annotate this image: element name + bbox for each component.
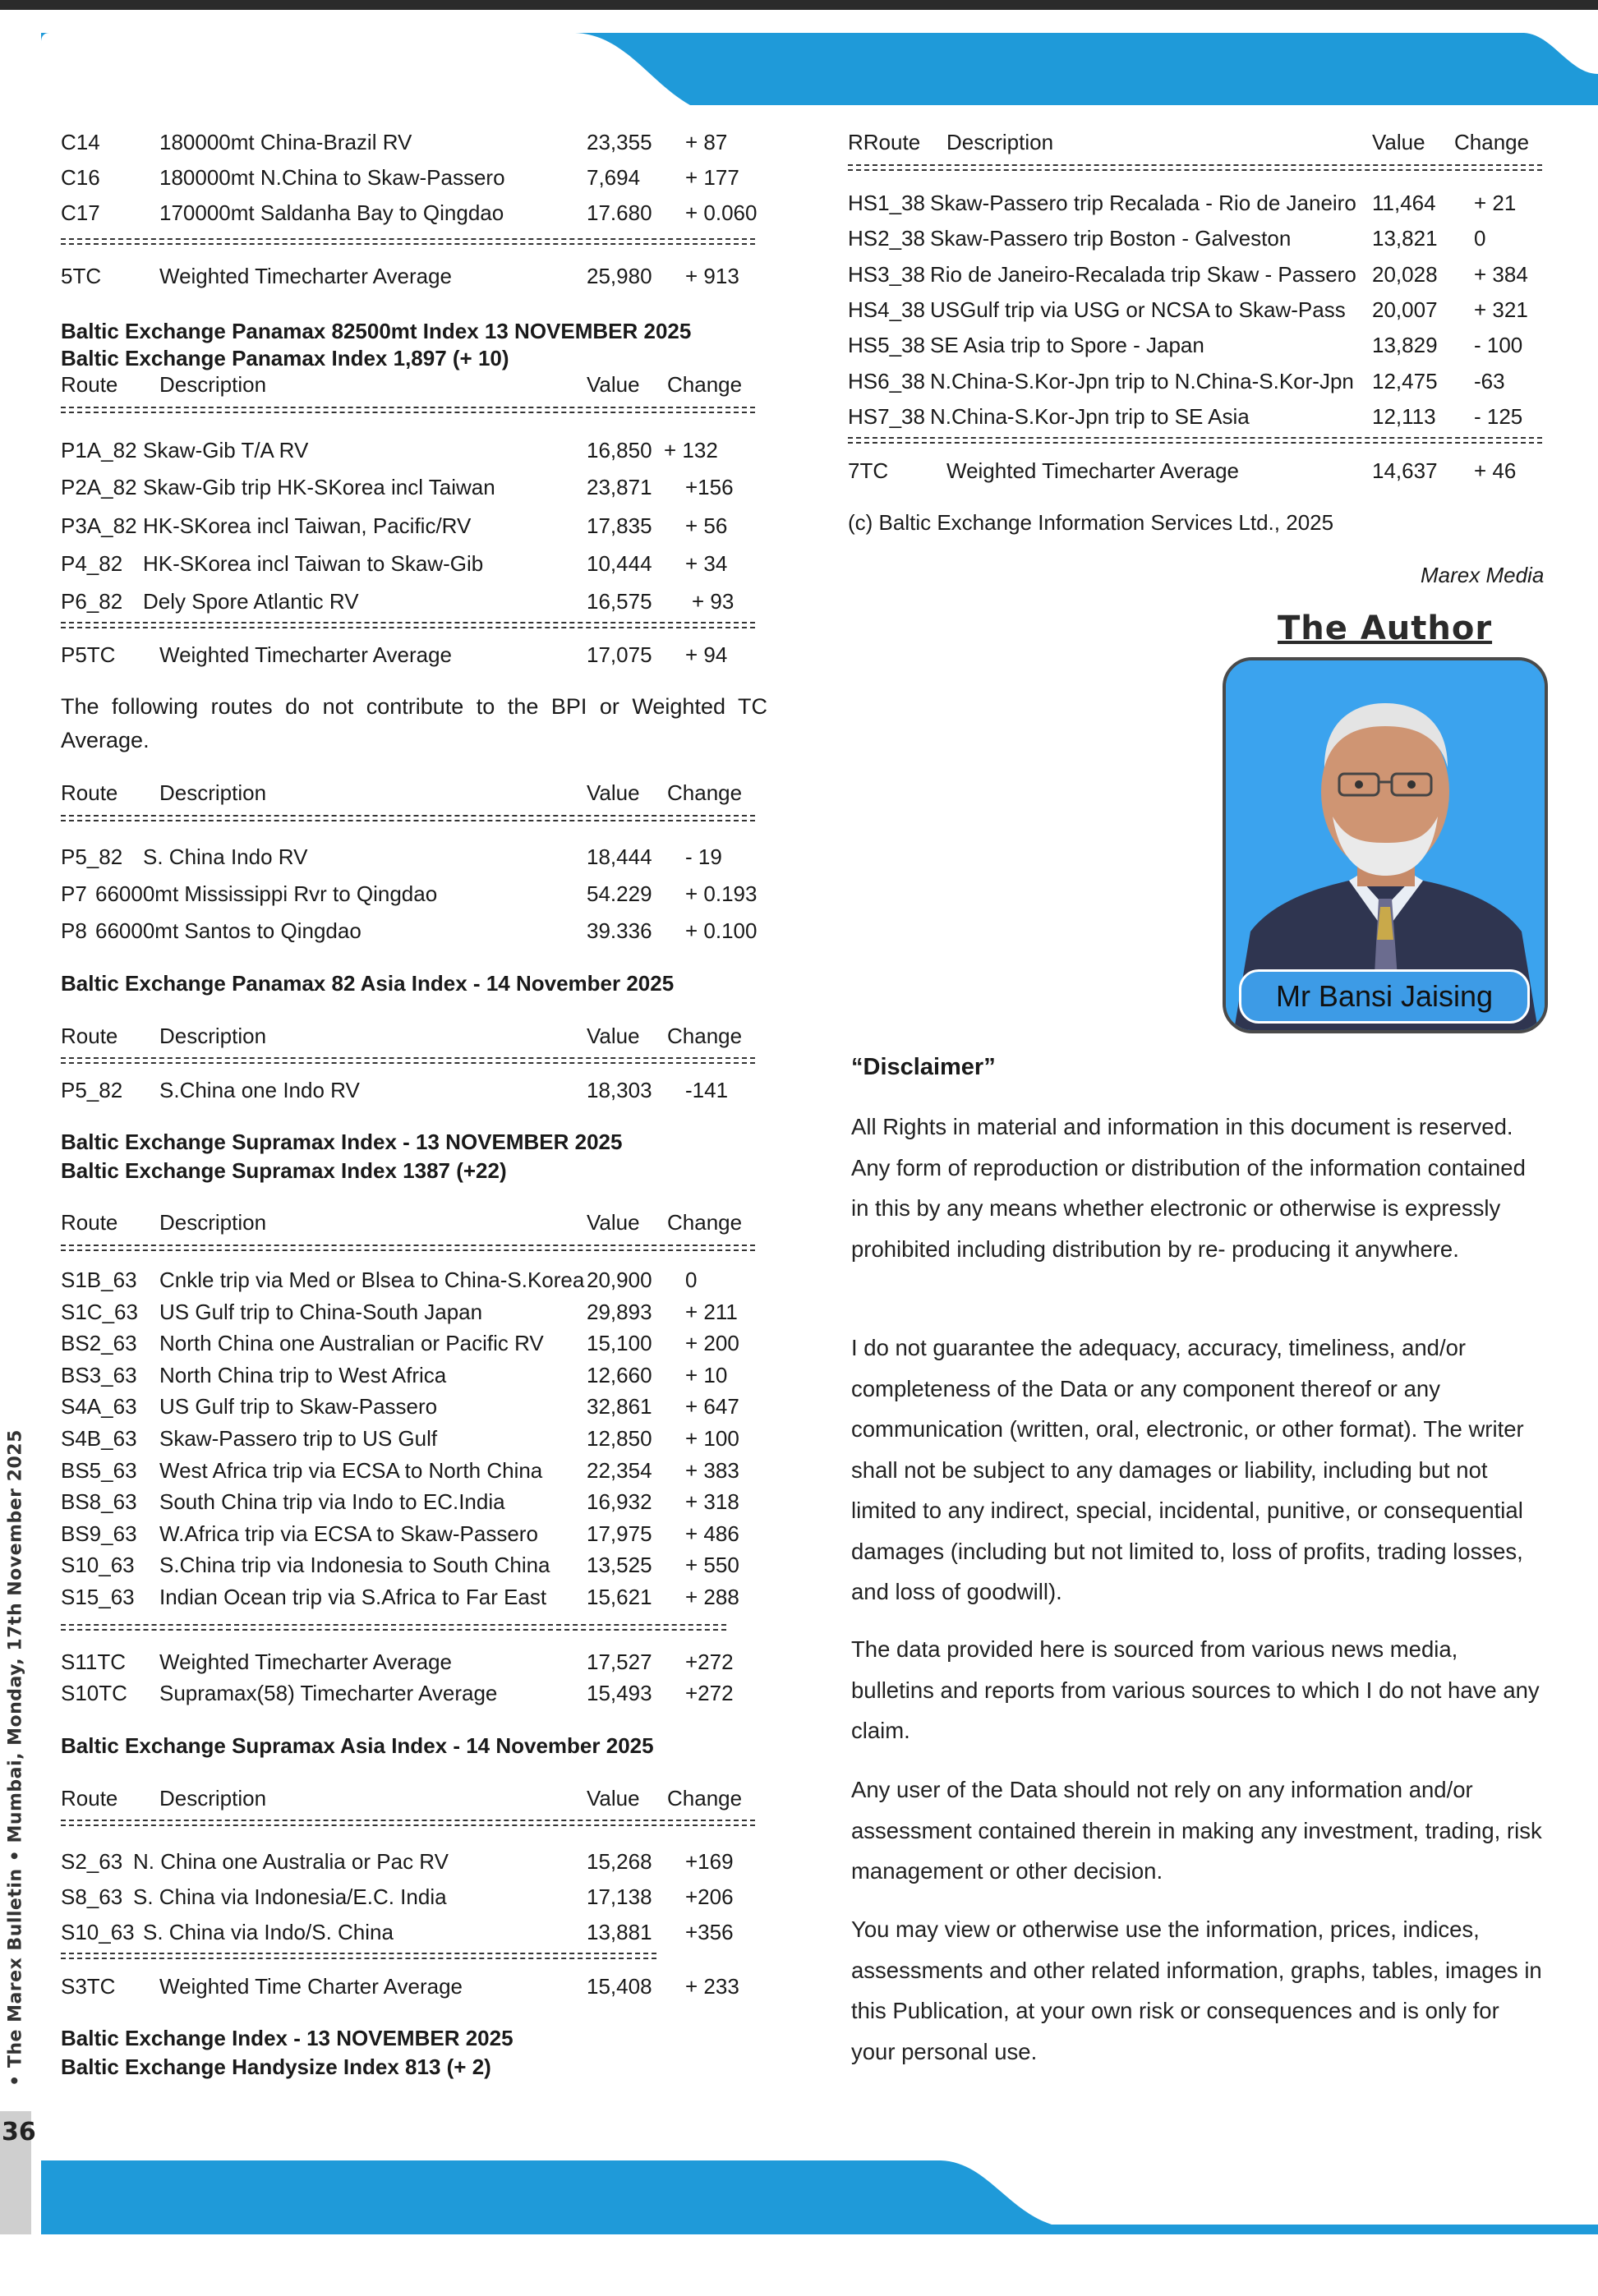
route-desc: Weighted Timecharter Average [159,264,453,288]
route-desc: Skaw-Passero trip Recalada - Rio de Janeiro [930,191,1356,215]
section-title: Baltic Exchange Index - 13 NOVEMBER 2025 [61,2026,513,2050]
route-code: HS2_38 [848,226,925,251]
route-value: 23,355 [587,130,652,154]
route-code: S1B_63 [61,1268,137,1292]
route-change: 0 [1474,226,1486,251]
credit-text: Marex Media [1421,563,1545,587]
route-change: +272 [685,1681,734,1705]
col-desc: Description [159,372,267,397]
col-value: Value [587,1024,640,1048]
route-value: 15,621 [587,1585,652,1609]
route-desc: Rio de Janeiro-Recalada trip Skaw - Passero [930,261,1356,287]
route-code: P7 [61,881,87,906]
route-change: + 200 [685,1331,739,1356]
route-code: S1C_63 [61,1299,138,1324]
route-value: 15,493 [587,1681,652,1705]
author-photo-frame [1223,657,1548,1033]
route-value: 16,575 [587,589,652,614]
route-desc: Skaw-Passero trip to US Gulf [159,1426,438,1451]
route-desc: Skaw-Gib trip HK-SKorea incl Taiwan [143,475,495,499]
section-title: Baltic Exchange Supramax Index - 13 NOVEMBER 2025 [61,1130,623,1154]
route-desc: 180000mt N.China to Skaw-Passero [159,165,505,190]
route-desc: HK-SKorea incl Taiwan, Pacific/RV [143,513,472,538]
route-code: BS5_63 [61,1457,137,1483]
route-change: 0 [685,1268,698,1292]
disclaimer-paragraph: You may view or otherwise use the information, prices, indices, assessments and other related information, graphs, tables, images in this Publication, at your own risk or consequences and is only for your personal use. [851,1916,1542,2064]
route-change: - 19 [685,844,722,869]
route-value: 20,028 [1372,261,1438,287]
route-desc: S. China via Indonesia/E.C. India [133,1884,447,1909]
section-subtitle: Baltic Exchange Supramax Index 1387 (+22) [61,1158,507,1183]
separator [61,1057,755,1064]
route-desc: North China trip to West Africa [159,1362,447,1387]
route-desc: Weighted Timecharter Average [946,458,1240,483]
route-code: C16 [61,165,100,190]
col-route: Route [61,780,118,805]
route-code: P2A_82 [61,475,137,499]
route-code: P4_82 [61,551,123,576]
route-change: + 87 [685,130,728,154]
route-value: 15,408 [587,1974,652,1999]
col-change: Change [667,1210,743,1235]
route-change: - 125 [1474,403,1523,429]
route-desc: North China one Australian or Pacific RV [159,1331,544,1356]
route-value: 16,850 [587,438,652,462]
route-change: + 34 [685,551,728,576]
col-change: Change [1454,130,1530,154]
route-code: S11TC [61,1650,126,1674]
route-code: P5_82 [61,1078,123,1102]
route-code: P3A_82 [61,513,137,538]
route-change: +156 [685,475,734,499]
route-desc: 170000mt Saldanha Bay to Qingdao [159,200,504,225]
route-value: 11,464 [1372,191,1436,215]
route-value: 39.336 [587,918,652,943]
section-subtitle: Baltic Exchange Panamax Index 1,897 (+ 10) [61,346,509,370]
disclaimer-title: “Disclaimer” [851,1054,996,1080]
route-code: S3TC [61,1974,116,1999]
col-desc: Description [159,780,267,805]
route-code: S4A_63 [61,1394,137,1419]
section-title: Baltic Exchange Supramax Asia Index - 14 November 2025 [61,1733,654,1758]
route-code: S10_63 [61,1553,135,1578]
route-value: 17,075 [587,642,652,667]
col-value: Value [587,372,640,397]
col-route: Route [61,1210,118,1235]
route-value: 15,100 [587,1331,652,1356]
disclaimer-paragraph: All Rights in material and information in this document is reserved. Any form of reproduction or distribution of the information contained in this by any means whether electronic or otherwise is expressly prohibited including distribution by re- producing it anywhere. [851,1114,1526,1262]
separator [848,164,1542,171]
route-code: BS2_63 [61,1331,137,1356]
route-change: -141 [685,1078,729,1102]
route-value: 22,354 [587,1457,652,1483]
route-code: BS9_63 [61,1521,137,1546]
separator [61,1820,755,1826]
separator [61,1953,656,1959]
route-desc: SE Asia trip to Spore - Japan [930,333,1204,358]
route-desc: 180000mt China-Brazil RV [159,130,412,154]
route-value: 14,637 [1372,458,1438,483]
separator [61,622,755,628]
route-desc: US Gulf trip to China-South Japan [159,1299,483,1324]
col-desc: Description [159,1786,267,1811]
route-change: + 0.100 [685,918,758,943]
col-change: Change [667,372,743,397]
route-change: +272 [685,1650,734,1674]
route-value: 29,893 [587,1299,652,1324]
col-value: Value [587,780,640,805]
route-value: 54.229 [587,881,652,906]
col-route: RRoute [848,130,921,154]
route-value: 18,444 [587,844,652,869]
section-title: Baltic Exchange Panamax 82500mt Index 13 NOVEMBER 2025 [61,319,692,343]
separator [61,1624,726,1631]
route-value: 13,525 [587,1553,652,1578]
route-desc: S. China Indo RV [143,844,308,869]
author-heading: The Author [1278,610,1493,647]
route-code: 7TC [848,458,889,483]
route-change: + 93 [692,589,735,614]
route-change: + 56 [685,513,728,538]
route-change: + 177 [685,165,739,190]
separator [61,238,755,245]
route-change: - 100 [1474,333,1523,358]
route-change: + 233 [685,1974,739,1999]
route-value: 25,980 [587,264,652,288]
route-change: + 550 [685,1553,739,1578]
route-change: + 211 [685,1299,738,1324]
route-code: P8 [61,918,87,943]
page-sidebar [0,1429,36,2234]
route-change: +356 [685,1920,734,1944]
route-value: 17,835 [587,513,652,538]
route-code: P1A_82 [61,438,137,462]
section-title: Baltic Exchange Panamax 82 Asia Index - 14 November 2025 [61,971,675,996]
route-value: 12,660 [587,1362,652,1387]
route-value: 12,475 [1372,368,1438,393]
route-code: HS6_38 [848,368,925,393]
route-value: 13,881 [587,1920,652,1944]
col-route: Route [61,1786,118,1811]
route-desc: N. China one Australia or Pac RV [133,1849,449,1874]
route-change: + 383 [685,1457,739,1483]
route-desc: S.China trip via Indonesia to South China [159,1553,550,1578]
route-value: 10,444 [587,551,652,576]
route-desc: N.China-S.Kor-Jpn trip to SE Asia [930,403,1250,429]
route-value: 17,527 [587,1650,652,1674]
route-value: 15,268 [587,1849,652,1874]
route-change: +206 [685,1884,734,1909]
col-desc: Description [946,130,1054,154]
route-desc: Supramax(58) Timecharter Average [159,1681,498,1705]
route-desc: S. China via Indo/S. China [143,1920,394,1944]
route-change: + 913 [685,264,739,288]
route-change: + 647 [685,1394,739,1419]
route-change: + 288 [685,1585,739,1609]
col-route: Route [61,1024,118,1048]
route-desc: Cnkle trip via Med or Blsea to China-S.Korea [159,1268,585,1292]
page-number: 36 [2,2118,36,2146]
route-code: S8_63 [61,1884,123,1909]
route-value: 20,900 [587,1268,652,1292]
route-value: 23,871 [587,475,652,499]
route-value: 12,113 [1372,403,1436,429]
route-change: + 10 [685,1362,728,1387]
route-change: + 0.060 [685,200,758,225]
route-desc: Skaw-Gib T/A RV [143,438,309,462]
col-change: Change [667,780,743,805]
route-desc: S.China one Indo RV [159,1078,360,1102]
col-route: Route [61,372,118,397]
route-code: 5TC [61,264,102,288]
page-number-box [0,2111,36,2234]
route-change: + 321 [1474,297,1528,322]
route-desc: South China trip via Indo to EC.India [159,1489,505,1515]
route-code: HS4_38 [848,297,925,322]
route-value: 17,975 [587,1521,652,1546]
route-desc: 66000mt Santos to Qingdao [95,918,362,943]
route-desc: Weighted Timecharter Average [159,642,453,667]
route-code: C17 [61,200,100,225]
route-change: + 94 [685,642,728,667]
route-code: C14 [61,130,100,154]
route-value: 17.680 [587,200,652,225]
disclaimer-paragraph: The data provided here is sourced from various news media, bulletins and reports from various sources to which I do not have any claim. [851,1636,1540,1743]
route-change: + 132 [664,438,718,462]
route-change: + 384 [1474,261,1528,287]
route-code: HS5_38 [848,333,925,358]
route-desc: USGulf trip via USG or NCSA to Skaw-Pass [930,297,1346,322]
section-subtitle: Baltic Exchange Handysize Index 813 (+ 2) [61,2054,491,2079]
route-desc: Dely Spore Atlantic RV [143,589,359,614]
route-code: BS3_63 [61,1362,137,1387]
col-value: Value [587,1210,640,1235]
route-desc: Indian Ocean trip via S.Africa to Far East [159,1585,547,1609]
route-code: P5_82 [61,844,123,869]
col-desc: Description [159,1024,267,1048]
route-value: 20,007 [1372,297,1438,322]
route-code: HS7_38 [848,403,925,429]
route-desc: N.China-S.Kor-Jpn trip to N.China-S.Kor-Jpn [930,368,1354,393]
col-value: Value [1372,130,1425,154]
footer-wave [0,2152,1598,2234]
route-change: + 486 [685,1521,739,1546]
route-desc: W.Africa trip via ECSA to Skaw-Passero [159,1521,538,1546]
route-change: + 0.193 [685,881,758,906]
copyright-text: (c) Baltic Exchange Information Services Ltd., 2025 [848,510,1334,535]
route-change: + 21 [1474,191,1517,215]
route-value: 18,303 [587,1078,652,1102]
route-code: HS3_38 [848,261,925,287]
route-value: 17,138 [587,1884,652,1909]
route-code: BS8_63 [61,1489,137,1515]
route-change: +169 [685,1849,734,1874]
route-desc: Weighted Time Charter Average [159,1974,463,1999]
route-change: + 100 [685,1426,739,1451]
route-desc: HK-SKorea incl Taiwan to Skaw-Gib [143,551,484,576]
route-desc: Weighted Timecharter Average [159,1650,453,1674]
separator [61,1245,755,1251]
col-value: Value [587,1786,640,1811]
note-text: The following routes do not contribute to the BPI or Weighted TC Average. [61,694,767,752]
route-value: 13,821 [1372,226,1438,251]
route-code: P5TC [61,642,116,667]
route-code: S2_63 [61,1849,123,1874]
disclaimer-paragraph: Any user of the Data should not rely on any information and/or assessment contained therein in making any investment, trading, risk management or other decision. [851,1777,1542,1884]
route-code: S15_63 [61,1585,135,1609]
col-desc: Description [159,1210,267,1235]
route-change: -63 [1474,368,1505,393]
route-value: 16,932 [587,1489,652,1515]
route-code: P6_82 [61,589,123,614]
route-code: S10_63 [61,1920,135,1944]
route-value: 32,861 [587,1394,652,1419]
route-change: + 46 [1474,458,1517,483]
route-value: 7,694 [587,165,641,190]
route-desc: US Gulf trip to Skaw-Passero [159,1394,438,1419]
col-change: Change [667,1024,743,1048]
route-desc: West Africa trip via ECSA to North China [159,1457,543,1483]
route-value: 13,829 [1372,333,1438,358]
left-column [61,0,767,2136]
separator [61,815,755,821]
route-value: 12,850 [587,1426,652,1451]
route-code: S10TC [61,1681,127,1705]
separator [61,407,755,413]
route-code: HS1_38 [848,191,925,215]
route-change: + 318 [685,1489,739,1515]
publication-info: • The Marex Bulletin • Mumbai, Monday, 17th November 2025 [5,1429,26,2087]
disclaimer-paragraph: I do not guarantee the adequacy, accuracy, timeliness, and/or completeness of the Data or any component thereof or any communication (written, oral, electronic, or other format). The writer shall not be subject to any damages or liability, including but not limited to any indirect, special, incidental, punitive, or consequential damages (including but not limited to, loss of profits, trading losses, and loss of goodwill). [851,1335,1524,1604]
col-change: Change [667,1786,743,1811]
route-code: S4B_63 [61,1426,137,1451]
author-name-tag: Mr Bansi Jaising [1239,969,1530,1024]
separator [848,437,1542,444]
route-desc: 66000mt Mississippi Rvr to Qingdao [95,881,438,906]
route-desc: Skaw-Passero trip Boston - Galveston [930,226,1292,251]
